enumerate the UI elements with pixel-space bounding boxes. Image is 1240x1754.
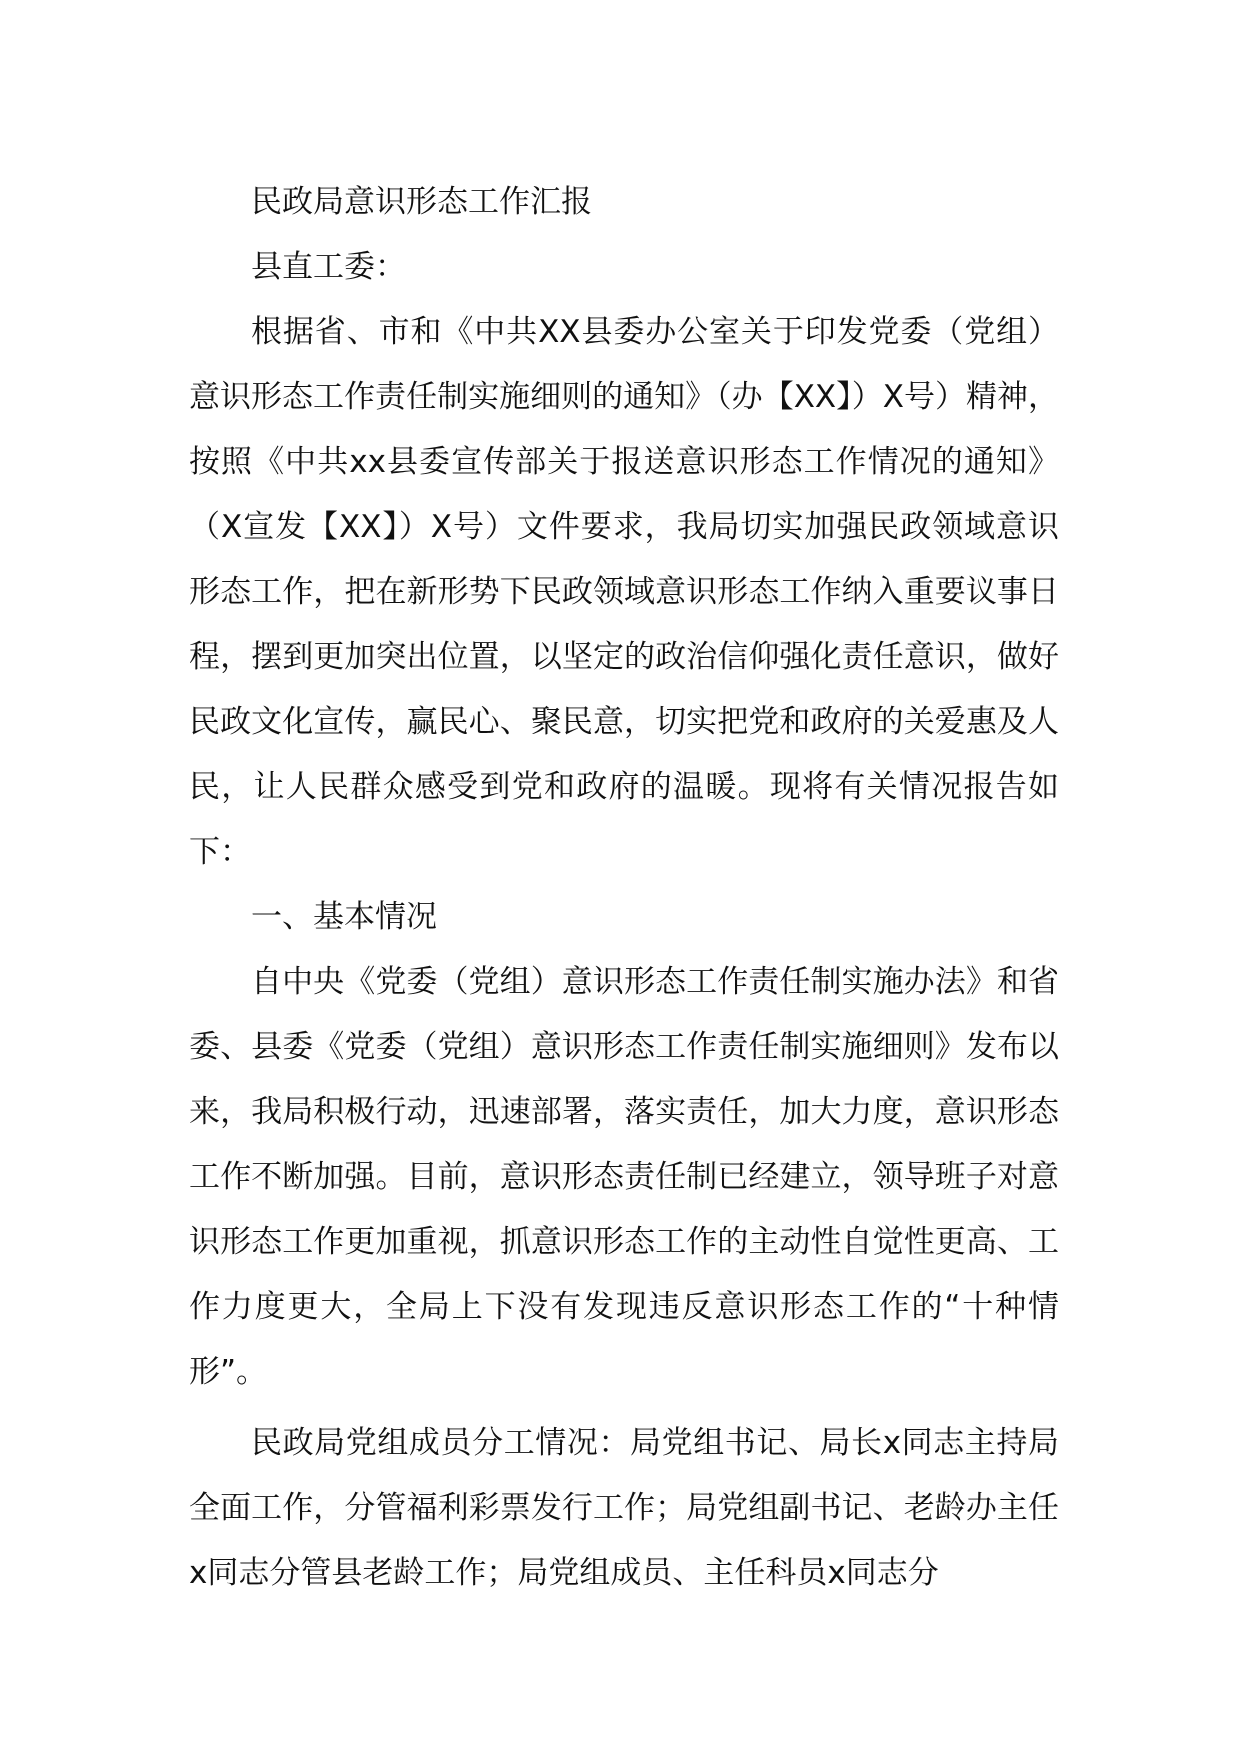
document-title: 民政局意识形态工作汇报: [251, 184, 592, 220]
member-division-paragraph: 民政局党组成员分工情况：局党组书记、局长x同志主持局全面工作，分管福利彩票发行工作；局党组副书记、老龄办主任x同志分管县老龄工作；局党组成员、主任科员x同志分: [189, 1425, 1059, 1591]
intro-paragraph: 根据省、市和《中共XX县委办公室关于印发党委（党组）意识形态工作责任制实施细则的通知》（办【XX】）X号）精神，按照《中共xx县委宣传部关于报送意识形态工作情况的通知》（X宣发【XX】）X号）文件要求，我局切实加强民政领域意识形态工作，把在新形势下民政领域意识形态工作纳入重要议事日程，摆到更加突出位置，以坚定的政治信仰强化责任意识，做好民政文化宣传，赢民心、聚民意，切实把党和政府的关爱惠及人民，让人民群众感受到党和政府的温暖。现将有关情况报告如下：: [189, 314, 1059, 870]
basic-situation-paragraph: 自中央《党委（党组）意识形态工作责任制实施办法》和省委、县委《党委（党组）意识形态工作责任制实施细则》发布以来，我局积极行动，迅速部署，落实责任，加大力度，意识形态工作不断加强。目前，意识形态责任制已经建立，领导班子对意识形态工作更加重视，抓意识形态工作的主动性自觉性更高、工作力度更大，全局上下没有发现违反意识形态工作的“十种情形”。: [189, 964, 1059, 1390]
section-heading: 一、基本情况: [251, 899, 437, 935]
document-page: [189, 170, 1059, 1606]
salutation: 县直工委：: [251, 249, 406, 285]
